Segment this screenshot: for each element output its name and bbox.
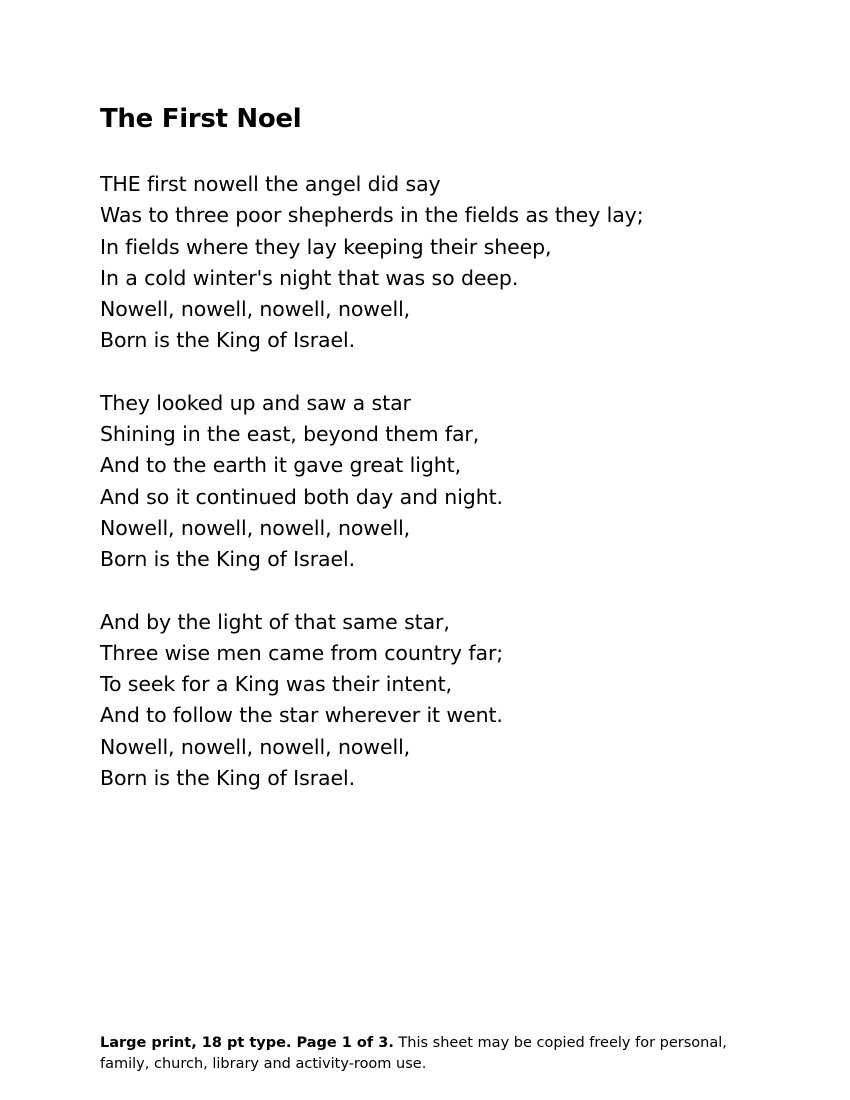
footer-print-info: Large print, 18 pt type. Page 1 of 3. (100, 1035, 394, 1051)
verse-line: And by the light of that same star, (100, 609, 450, 634)
refrain-line: Nowell, nowell, nowell, nowell, (100, 515, 411, 540)
verse-line: They looked up and saw a star (100, 390, 411, 415)
refrain-line: Born is the King of Israel. (100, 766, 356, 791)
refrain-line: Nowell, nowell, nowell, nowell, (100, 297, 411, 322)
verse-line: To seek for a King was their intent, (100, 672, 452, 697)
refrain-line: Nowell, nowell, nowell, nowell, (100, 734, 411, 759)
verse-line: Was to three poor shepherds in the fields as they lay; (100, 203, 644, 228)
refrain-line: Born is the King of Israel. (100, 328, 356, 353)
verse-3 (100, 607, 800, 795)
verse-line: Three wise men came from country far; (100, 640, 504, 665)
page-title: The First Noel (100, 104, 302, 134)
verse-line: And so it continued both day and night. (100, 484, 503, 509)
verse-1 (100, 169, 800, 357)
footer-note (100, 1033, 740, 1074)
refrain-line: Born is the King of Israel. (100, 547, 356, 572)
footer-copy-notice: This sheet may be copied freely for personal, family, church, library and activity-room use. (100, 1035, 727, 1072)
verse-line: In a cold winter's night that was so deep. (100, 265, 519, 290)
verse-2 (100, 388, 800, 576)
verse-line: THE first nowell the angel did say (100, 172, 441, 196)
verse-line: Shining in the east, beyond them far, (100, 422, 480, 447)
song-lyrics (100, 169, 800, 825)
verse-line: In fields where they lay keeping their sheep, (100, 234, 552, 259)
verse-line: And to the earth it gave great light, (100, 453, 462, 478)
verse-line: And to follow the star wherever it went. (100, 703, 503, 728)
